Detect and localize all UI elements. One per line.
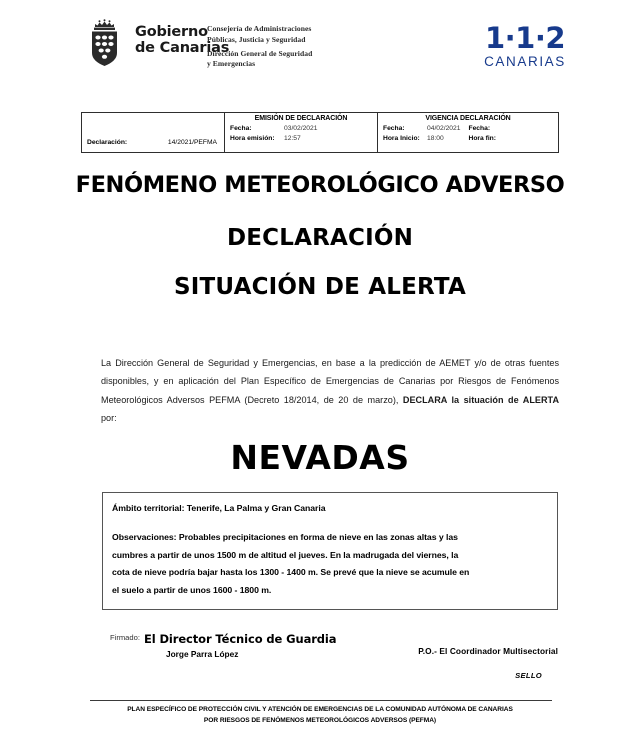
canary-islands-coat-of-arms-icon bbox=[86, 18, 128, 68]
validity-section-title: VIGENCIA DECLARACIÓN bbox=[425, 115, 511, 122]
declaration-value: 14/2021/PEFMA bbox=[167, 139, 217, 146]
emission-date-label: Fecha: bbox=[230, 125, 252, 132]
emergency-logo-digits: 1·1·2 bbox=[484, 21, 566, 55]
emission-section bbox=[225, 113, 378, 152]
observations-line-2: cumbres a partir de unos 1500 m de altitud el jueves. En la madrugada del viernes, la bbox=[112, 549, 459, 560]
observations-box bbox=[102, 492, 558, 610]
validity-end-group bbox=[469, 124, 555, 143]
validity-start-date-row bbox=[383, 124, 469, 134]
emission-time-value: 12:57 bbox=[284, 134, 301, 142]
validity-end-time-label: Hora fin: bbox=[468, 134, 496, 142]
footer-plan-reference bbox=[70, 705, 570, 726]
document-title-alert-status: SITUACIÓN DE ALERTA bbox=[174, 274, 466, 300]
footer-line-1: PLAN ESPECÍFICO DE PROTECCIÓN CIVIL Y ATENCIÓN DE EMERGENCIAS DE LA COMUNIDAD AUTÓNOMA DE CANARIAS bbox=[127, 706, 513, 713]
government-name-line2: de Canarias bbox=[135, 40, 230, 57]
coordinator-line: P.O.- El Coordinador Multisectorial bbox=[418, 646, 558, 656]
body-paragraph-emphasis: DECLARA la situación de ALERTA bbox=[402, 394, 560, 405]
observations-line-1: Observaciones: Probables precipitaciones en forma de nieve en las zonas altas y las bbox=[112, 531, 458, 542]
observations-line-4: el suelo a partir de unos 1600 - 1800 m. bbox=[112, 585, 272, 596]
validity-start-time-label: Hora Inicio: bbox=[383, 134, 420, 142]
stamp-placeholder-label: SELLO bbox=[515, 671, 542, 680]
validity-start-time-row bbox=[383, 134, 469, 144]
emission-section-title: EMISIÓN DE DECLARACIÓN bbox=[254, 115, 348, 122]
validity-section bbox=[378, 113, 558, 152]
declaration-info-table bbox=[81, 112, 559, 153]
validity-end-date-row bbox=[469, 124, 555, 134]
document-header bbox=[86, 14, 580, 92]
consejeria-line1: Consejería de Administraciones bbox=[207, 24, 312, 33]
validity-start-time-value: 18:00 bbox=[427, 134, 444, 142]
declaration-number-cell bbox=[82, 113, 225, 152]
emission-time-label: Hora emisión: bbox=[230, 134, 275, 142]
body-paragraph-part1: La Dirección General de Seguridad y Emergencias, en base a la predicción de AEMET y/o de otras fuentes disponibles, y en aplicación del Plan Específico de Emergencias de Canarias por Riesgos de Fenómenos Meteorológicos Adversos PEFMA (Decreto 18/2014, de 20 de marzo), bbox=[101, 358, 559, 405]
consejeria-block bbox=[207, 24, 312, 70]
emission-date-row bbox=[230, 124, 373, 134]
consejeria-line2: Públicas, Justicia y Seguridad bbox=[207, 34, 306, 44]
emergency-112-logo bbox=[470, 21, 580, 69]
territorial-scope-label: Ámbito territorial: bbox=[112, 503, 185, 513]
consejeria-line4: y Emergencias bbox=[207, 59, 256, 69]
observations-line-3: cota de nieve podría bajar hasta los 1300 - 1400 m. Se prevé que la nieve se acumule en bbox=[112, 567, 470, 578]
declaration-label: Declaración: bbox=[87, 139, 128, 146]
footer-divider bbox=[90, 700, 552, 701]
emergency-logo-region: CANARIAS bbox=[484, 54, 566, 69]
emission-date-value: 03/02/2021 bbox=[284, 125, 318, 132]
government-name-line1: Gobierno bbox=[135, 24, 208, 40]
phenomenon-heading: NEVADAS bbox=[230, 438, 410, 477]
body-paragraph-part2: por: bbox=[101, 413, 117, 424]
validity-end-time-row bbox=[469, 134, 555, 144]
declaration-body-paragraph bbox=[101, 354, 559, 427]
signer-name: Jorge Parra López bbox=[166, 649, 239, 659]
observations-spacer bbox=[112, 518, 548, 529]
validity-start-date-label: Fecha: bbox=[383, 125, 405, 132]
document-title-declaration: DECLARACIÓN bbox=[226, 225, 414, 251]
emission-time-row bbox=[230, 134, 373, 144]
signature-block bbox=[110, 630, 560, 690]
consejeria-line3: Dirección General de Seguridad bbox=[207, 48, 313, 58]
validity-start-group bbox=[383, 124, 469, 143]
signer-position: El Director Técnico de Guardia bbox=[143, 632, 337, 646]
territorial-scope-row bbox=[112, 500, 548, 518]
footer-line-2: POR RIESGOS DE FENÓMENOS METEOROLÓGICOS ADVERSOS (PEFMA) bbox=[203, 716, 437, 724]
validity-start-date-value: 04/02/2021 bbox=[427, 125, 461, 132]
territorial-scope-value: Tenerife, La Palma y Gran Canaria bbox=[186, 503, 326, 513]
validity-end-date-label: Fecha: bbox=[468, 125, 491, 132]
document-title-primary: FENÓMENO METEOROLÓGICO ADVERSO bbox=[75, 172, 565, 198]
firmado-label: Firmado: bbox=[110, 633, 140, 642]
